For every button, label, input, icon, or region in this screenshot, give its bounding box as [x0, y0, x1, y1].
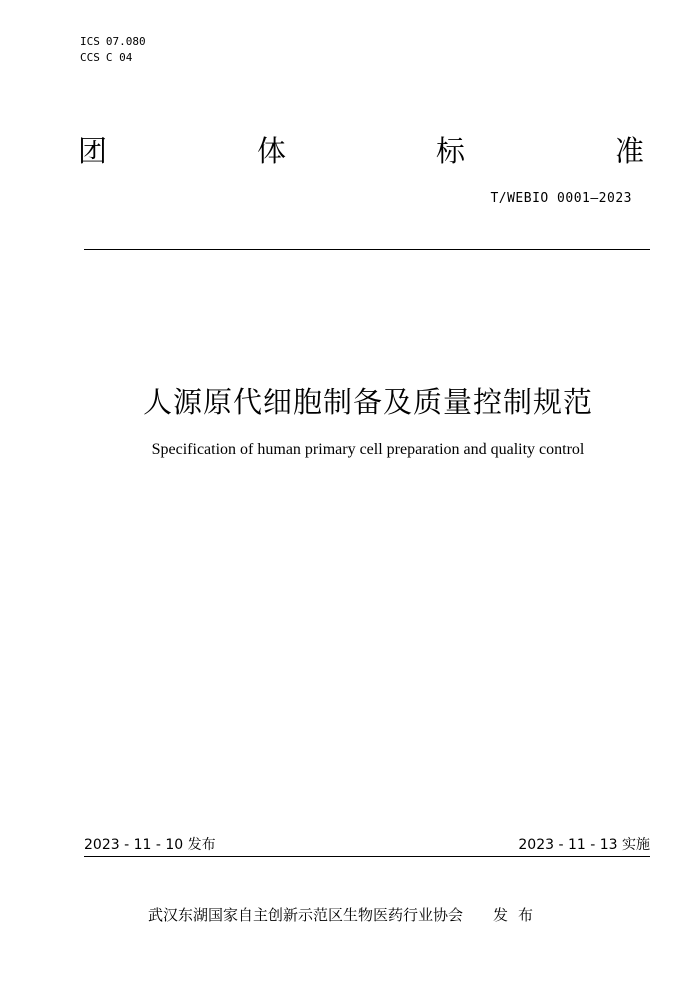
top-divider: [84, 249, 650, 250]
date-row: [84, 834, 650, 856]
heading-char-3: 标: [435, 134, 465, 168]
bottom-divider: [84, 856, 650, 857]
publisher-line: [148, 904, 543, 925]
document-title-chinese: 人源原代细胞制备及质量控制规范: [142, 385, 593, 419]
ics-label: ICS: [80, 35, 100, 48]
standard-number: T/WEBIO 0001—2023: [490, 191, 632, 206]
ccs-label: CCS: [80, 51, 100, 64]
issue-date: 2023 - 11 - 10 发布: [84, 837, 216, 853]
ccs-line: [80, 50, 146, 66]
heading-char-4: 准: [614, 134, 644, 168]
ics-value: 07.080: [105, 35, 146, 48]
heading-char-2: 体: [256, 134, 286, 168]
heading-char-1: 团: [78, 134, 108, 168]
implementation-date: 2023 - 11 - 13 实施: [518, 837, 650, 853]
ccs-value: C 04: [105, 51, 133, 64]
publisher-name: 武汉东湖国家自主创新示范区生物医药行业协会: [148, 906, 464, 924]
publish-action: 发布: [493, 906, 544, 924]
document-title-english: Specification of human primary cell preparation and quality control: [151, 441, 585, 458]
document-type-heading: [78, 134, 644, 168]
classification-codes: [80, 34, 146, 66]
ics-line: [80, 34, 146, 50]
